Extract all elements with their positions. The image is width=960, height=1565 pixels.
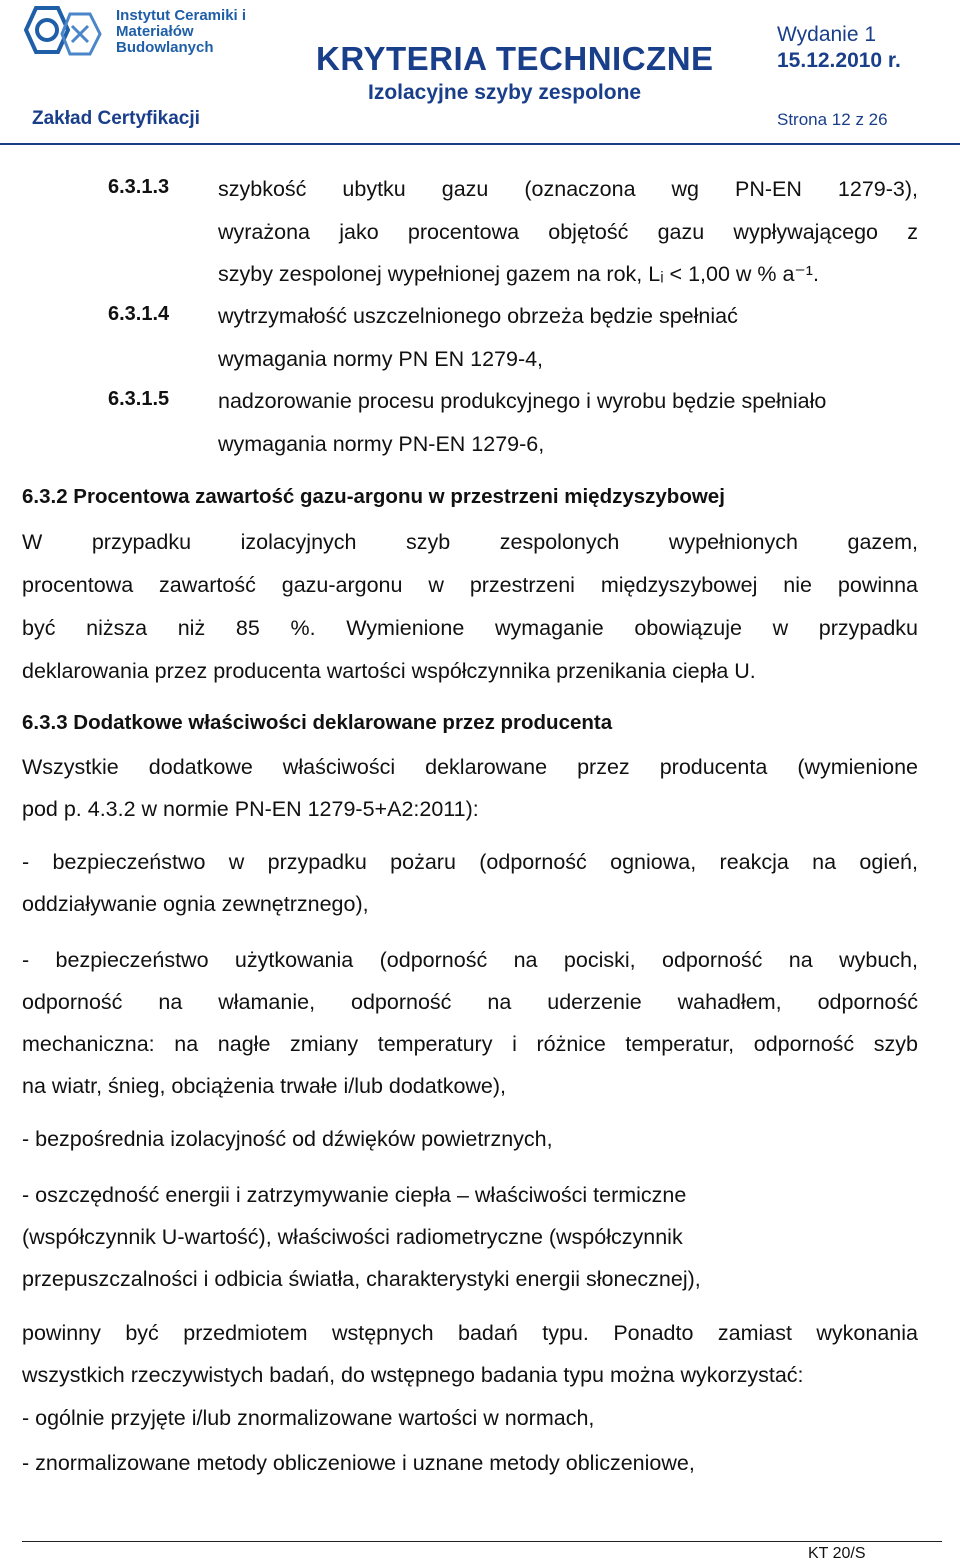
bullet-line: - bezpieczeństwo w przypadku pożaru (odporność ogniowa, reakcja na ogień, (22, 850, 918, 874)
item-text-line: wytrzymałość uszczelnionego obrzeża będzie spełniać (218, 304, 738, 328)
document-subtitle: Izolacyjne szyby zespolone (368, 81, 642, 104)
item-text-line: szybkość ubytku gazu (oznaczona wg PN-EN 1279-3), (218, 177, 918, 201)
item-text-line: nadzorowanie procesu produkcyjnego i wyrobu będzie spełniało (218, 389, 827, 413)
paragraph-line: - ogólnie przyjęte i/lub znormalizowane wartości w normach, (22, 1406, 595, 1430)
bullet-line: - bezpośrednia izolacyjność od dźwięków powietrznych, (22, 1127, 553, 1151)
bullet-line: - oszczędność energii i zatrzymywanie ciepła – właściwości termiczne (22, 1183, 687, 1207)
paragraph-line: pod p. 4.3.2 w normie PN-EN 1279-5+A2:2011): (22, 797, 479, 821)
institute-name: Instytut Ceramiki i Materiałów Budowlanych (116, 7, 247, 56)
paragraph-line: powinny być przedmiotem wstępnych badań typu. Ponadto zamiast wykonania (22, 1321, 918, 1345)
paragraph-line: procentowa zawartość gazu-argonu w przestrzeni międzyszybowej nie powinna (22, 573, 918, 597)
item-number: 6.3.1.4 (108, 303, 170, 325)
bullet-line: (współczynnik U-wartość), właściwości radiometryczne (współczynnik (22, 1225, 683, 1249)
department-name: Zakład Certyfikacji (32, 108, 200, 129)
edition-date: 15.12.2010 r. (777, 49, 901, 72)
page-number: Strona 12 z 26 (777, 110, 888, 129)
item-text-line: wyrażona jako procentowa objętość gazu wypływającego z (218, 220, 918, 244)
bullet-line: na wiatr, śnieg, obciążenia trwałe i/lub dodatkowe), (22, 1074, 507, 1098)
section-heading: 6.3.2 Procentowa zawartość gazu-argonu w przestrzeni międzyszybowej (22, 485, 725, 508)
item-text-line: szyby zespolonej wypełnionej gazem na rok, Lᵢ < 1,00 w % a⁻¹. (218, 262, 819, 286)
footer-code: KT 20/S (808, 1545, 866, 1562)
document-title: KRYTERIA TECHNICZNE (316, 40, 714, 77)
bullet-line: mechaniczna: na nagłe zmiany temperatury i różnice temperatur, odporność szyb (22, 1032, 918, 1056)
bullet-line: - bezpieczeństwo użytkowania (odporność na pociski, odporność na wybuch, (22, 948, 918, 972)
institute-logo (18, 4, 258, 62)
paragraph-line: wszystkich rzeczywistych badań, do wstępnego badania typu można wykorzystać: (22, 1363, 804, 1387)
paragraph-line: W przypadku izolacyjnych szyb zespolonych wypełnionych gazem, (22, 530, 918, 554)
edition-label: Wydanie 1 (777, 23, 877, 46)
footer-divider (22, 1541, 942, 1542)
item-number: 6.3.1.5 (108, 388, 170, 410)
paragraph-line: deklarowania przez producenta wartości współczynnika przenikania ciepła U. (22, 659, 756, 683)
bullet-line: przepuszczalności i odbicia światła, charakterystyki energii słonecznej), (22, 1267, 701, 1291)
institute-logo-icon (18, 4, 110, 62)
paragraph-line: być niższa niż 85 %. Wymienione wymaganie obowiązuje w przypadku (22, 616, 918, 640)
bullet-line: oddziaływanie ognia zewnętrznego), (22, 892, 369, 916)
item-text-line: wymagania normy PN-EN 1279-6, (218, 432, 545, 456)
header-divider (0, 143, 960, 145)
section-heading: 6.3.3 Dodatkowe właściwości deklarowane przez producenta (22, 711, 613, 734)
item-number: 6.3.1.3 (108, 176, 170, 198)
bullet-line: odporność na włamanie, odporność na uderzenie wahadłem, odporność (22, 990, 918, 1014)
paragraph-line: - znormalizowane metody obliczeniowe i uznane metody obliczeniowe, (22, 1451, 695, 1475)
item-text-line: wymagania normy PN EN 1279-4, (218, 347, 544, 371)
paragraph-line: Wszystkie dodatkowe właściwości deklarowane przez producenta (wymienione (22, 755, 918, 779)
